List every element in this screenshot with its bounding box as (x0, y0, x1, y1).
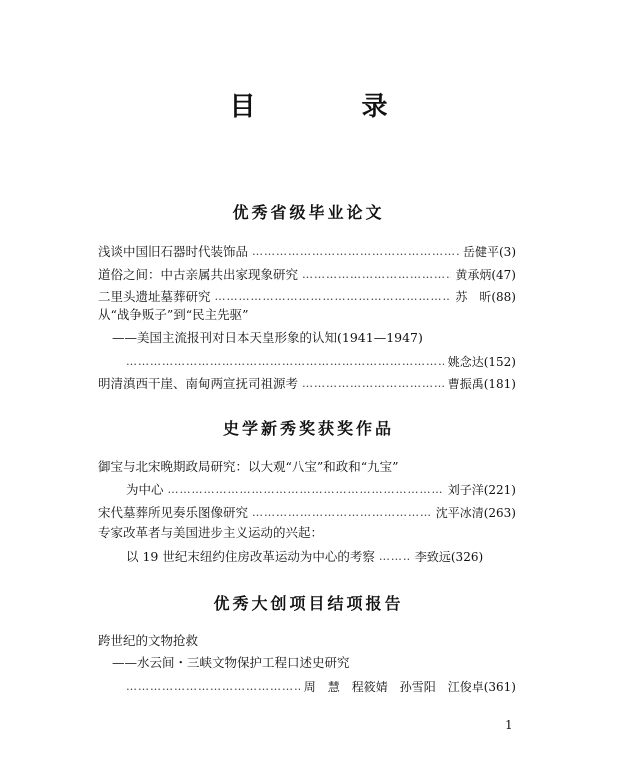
section-heading: 史学新秀奖获奖作品 (222, 419, 394, 438)
entry-title: 道俗之间：中古亲属共出家现象研究 (98, 267, 299, 282)
leader-dots (126, 353, 444, 371)
toc-entry[interactable] (98, 373, 516, 393)
entry-title: 浅谈中国旧石器时代装饰品 (98, 244, 249, 259)
entry-author: 刘子洋 (447, 483, 484, 497)
leader-dots (379, 548, 411, 566)
entry-subtitle: ——水云间・三峡文物保护工程口述史研究 (112, 655, 350, 670)
entry-author: 岳健平 (462, 245, 499, 259)
entry-subtitle: ——美国主流报刊对日本天皇形象的认知(1941—1947) (112, 330, 423, 345)
entry-title[interactable]: 御宝与北宋晚期政局研究：以大观“八宝”和政和“九宝” (98, 459, 399, 474)
leader-dots (302, 266, 451, 284)
entry-author: 沈平冰清 (435, 506, 484, 520)
entry-page: (88) (491, 290, 516, 304)
entry-page: (361) (483, 680, 516, 694)
leader-dots (168, 481, 444, 499)
toc-entry[interactable] (126, 546, 516, 566)
entry-title: 宋代墓葬所见奏乐图像研究 (98, 505, 249, 520)
entry-page: (152) (483, 355, 516, 369)
entry-author: 曹振禹 (447, 377, 484, 391)
entry-title: 明清滇西干崖、南甸两宣抚司祖源考 (98, 376, 299, 391)
entry-page: (181) (483, 377, 516, 391)
toc-entry[interactable] (98, 241, 516, 261)
entry-page: (47) (491, 268, 516, 282)
entry-author: 李致远 (414, 550, 451, 564)
entry-page: (263) (483, 506, 516, 520)
entry-author: 苏 昕 (455, 290, 492, 304)
toc-entry[interactable] (98, 286, 516, 306)
entry-author: 姚念达 (447, 355, 484, 369)
toc-entry[interactable] (98, 502, 516, 522)
entry-title: 二里头遗址墓葬研究 (98, 289, 211, 304)
toc-entry[interactable] (126, 479, 516, 499)
entry-title-cont: 为中心 (126, 482, 164, 497)
leader-dots (215, 288, 452, 306)
leader-dots (252, 504, 432, 522)
entry-page: (3) (499, 245, 516, 259)
entry-page: (326) (450, 550, 484, 564)
leader-dots (126, 678, 300, 696)
entry-page: (221) (483, 483, 516, 497)
toc-entry[interactable] (126, 676, 516, 696)
entry-title-cont: 以 19 世纪末纽约住房改革运动为中心的考察 (126, 549, 375, 564)
page-number: 1 (505, 718, 513, 732)
section-heading: 优秀省级毕业论文 (232, 203, 385, 222)
entry-author: 黄承炳 (455, 268, 492, 282)
entry-author: 周 慧 程筱婧 孙雪阳 江俊卓 (303, 680, 484, 694)
entry-title[interactable]: 专家改革者与美国进步主义运动的兴起： (98, 525, 324, 540)
leader-dots (252, 243, 459, 261)
leader-dots (302, 375, 444, 393)
entry-title[interactable]: 跨世纪的文物抢救 (98, 633, 199, 648)
toc-entry[interactable] (98, 264, 516, 284)
page-title: 目 录 (229, 92, 428, 122)
toc-entry[interactable] (126, 351, 516, 371)
section-heading: 优秀大创项目结项报告 (213, 594, 404, 613)
entry-title[interactable]: 从“战争贩子”到“民主先驱” (98, 307, 249, 322)
